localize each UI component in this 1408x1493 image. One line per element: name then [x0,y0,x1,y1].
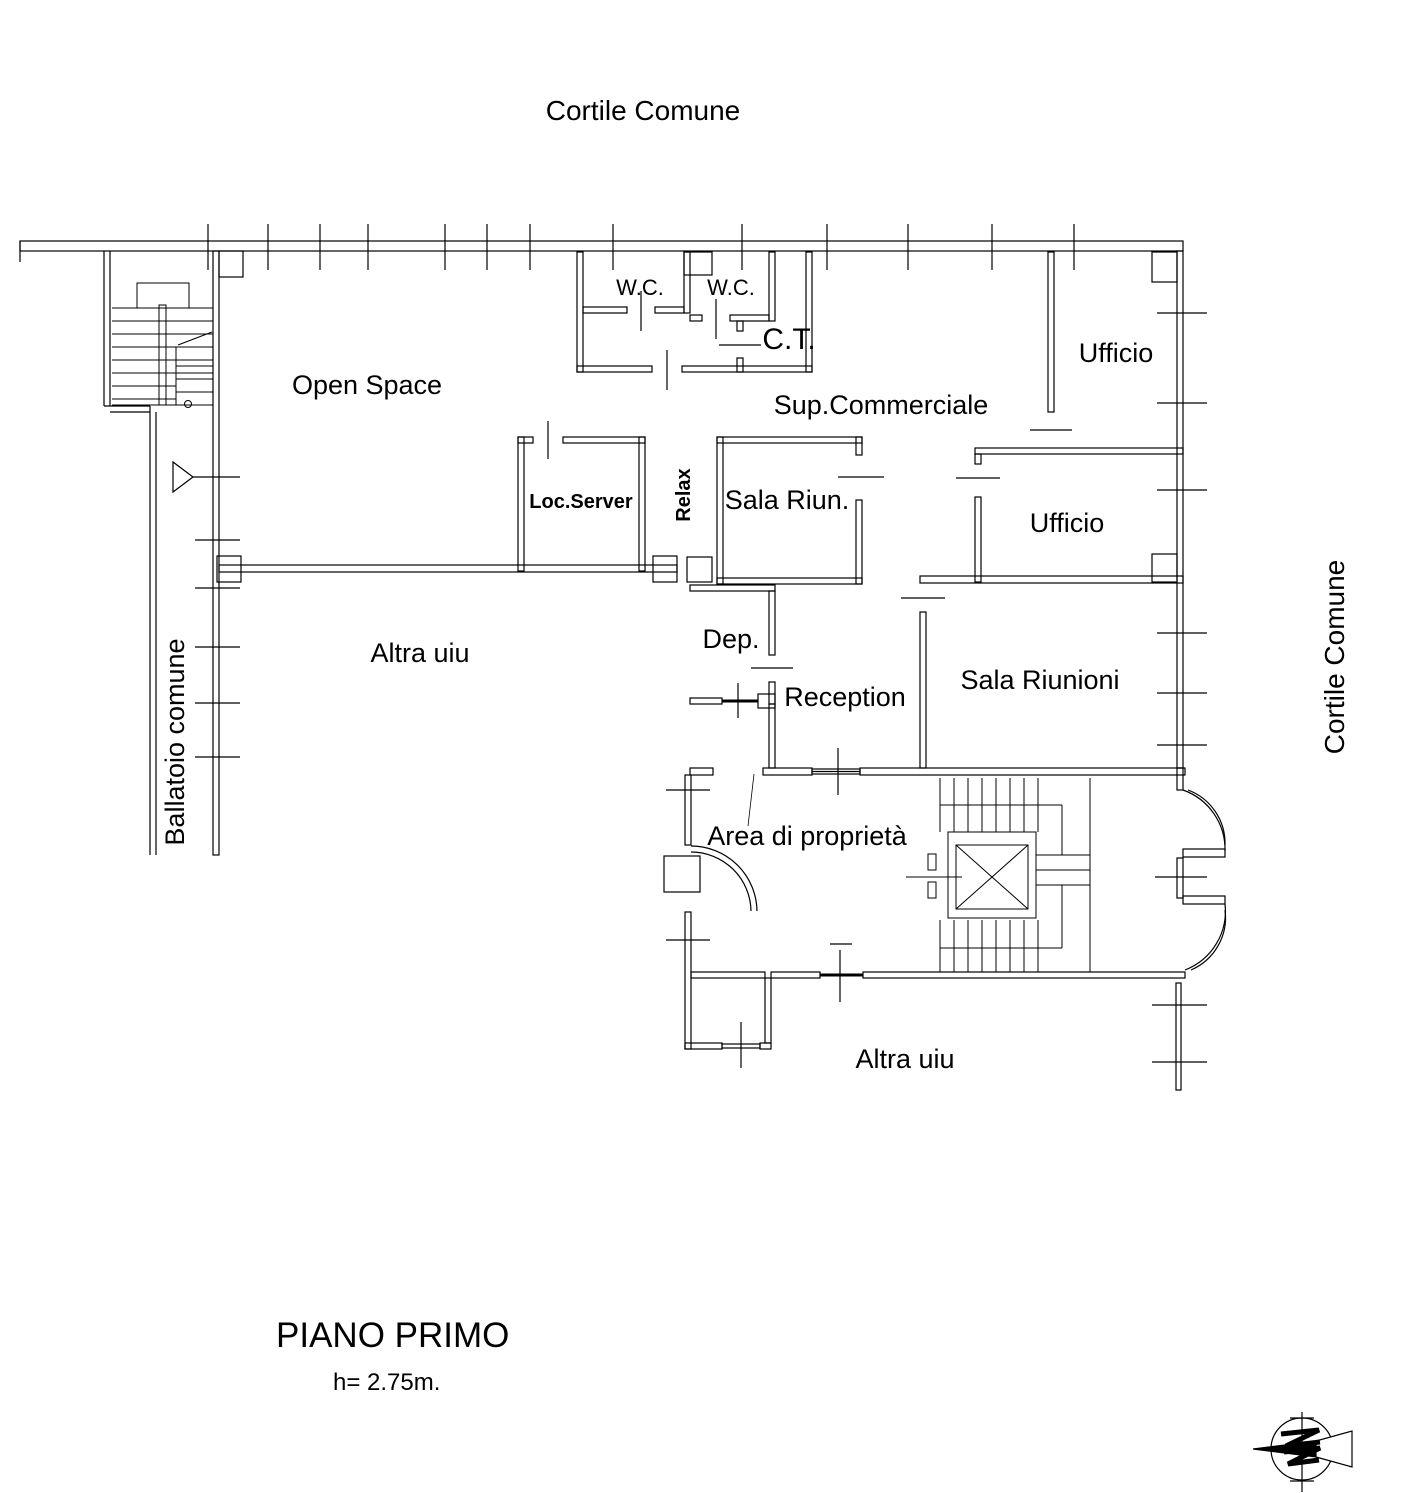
floor-height: h= 2.75m. [333,1369,441,1396]
entrance-door-arc [691,846,757,911]
entrance-threshold [664,856,700,892]
leader-line [748,774,754,826]
room-sala-riunioni-walls [901,598,945,768]
room-label-area-di-proprieta: Area di proprietà [707,821,907,851]
common-staircase [112,283,213,408]
room-label-sala-riunioni: Sala Riunioni [960,665,1120,695]
stairwell [906,778,1090,972]
north-arrow-icon [1253,1412,1352,1492]
room-label-dep: Dep. [702,624,760,654]
curved-door-bays [1152,768,1226,1090]
room-label-sala-riun: Sala Riun. [724,485,850,515]
room-label-ct: C.T. [762,323,816,356]
label-cortile-comune-top: Cortile Comune [545,95,741,126]
label-cortile-comune-right: Cortile Comune [1319,559,1350,755]
label-sup-commerciale: Sup.Commerciale [773,390,989,420]
room-label-wc-left: W.C. [616,275,664,300]
top-exterior-wall [20,224,1183,270]
entrance-arrow [173,462,240,492]
room-label-reception: Reception [784,682,906,712]
wall-altra-uiu [217,556,712,582]
window-ticks-top [208,224,1074,270]
window-ticks-right [1157,313,1207,745]
room-label-ufficio-mid: Ufficio [1029,508,1105,538]
room-label-wc-right: W.C. [707,275,755,300]
column [219,251,243,277]
floor-title: PIANO PRIMO [276,1316,510,1355]
dep-reception-walls [690,585,1185,826]
elevator [906,832,1036,918]
wc-ct-block-walls [577,252,812,390]
room-label-relax: Relax [673,468,695,522]
room-label-altra-uiu-left: Altra uiu [370,638,470,668]
room-label-altra-uiu-bottom: Altra uiu [855,1044,955,1074]
room-label-open-space: Open Space [291,370,443,400]
right-exterior-wall [1157,251,1207,768]
label-ballatoio-comune: Ballatoio comune [160,638,190,846]
room-label-ufficio-top: Ufficio [1078,338,1154,368]
area-di-proprieta-walls [664,775,1185,1068]
room-label-loc-server: Loc.Server [529,491,633,513]
